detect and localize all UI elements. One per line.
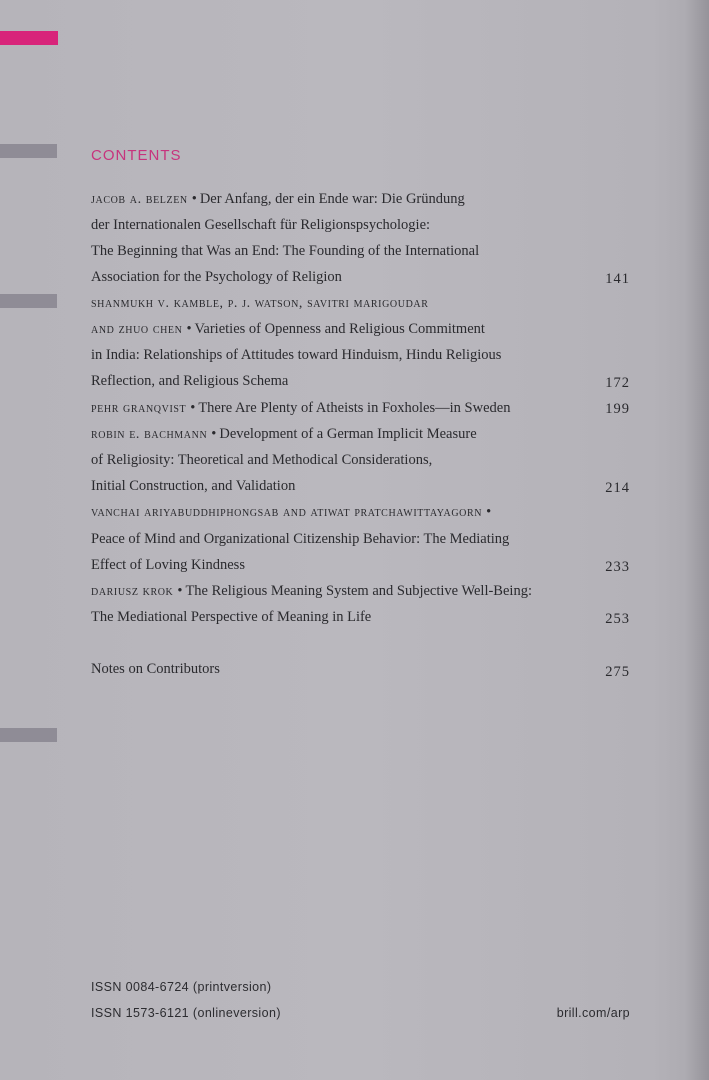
toc-line bbox=[91, 579, 532, 603]
bullet: • bbox=[186, 321, 192, 337]
gray-marker-bar bbox=[0, 728, 57, 742]
issn-online: ISSN 1573-6121 (onlineversion) bbox=[91, 1006, 281, 1020]
author-name: robin e. bachmann bbox=[91, 427, 208, 442]
article-title-line: Der Anfang, der ein Ende war: Die Gründung bbox=[199, 191, 465, 207]
page-number: 172 bbox=[605, 375, 630, 391]
author-name: pehr granqvist bbox=[91, 401, 187, 416]
page-edge-shadow bbox=[685, 0, 709, 1080]
toc-line bbox=[91, 422, 477, 446]
author-name: and zhuo chen bbox=[91, 322, 183, 337]
page-number: 214 bbox=[605, 480, 630, 496]
article-title-line: Reflection, and Religious Schema bbox=[91, 373, 289, 389]
contents-heading: CONTENTS bbox=[91, 147, 182, 164]
publisher-url: brill.com/arp bbox=[556, 1006, 630, 1020]
toc-line bbox=[91, 317, 485, 341]
toc-line bbox=[91, 396, 510, 420]
article-title-line: Varieties of Openness and Religious Commitment bbox=[194, 321, 485, 337]
article-title-line: There Are Plenty of Atheists in Foxholes—in Sweden bbox=[198, 400, 511, 416]
article-title-line: Initial Construction, and Validation bbox=[91, 478, 296, 494]
article-title-line: Development of a German Implicit Measure bbox=[219, 426, 477, 442]
author-name: shanmukh v. kamble, p. j. watson, savitri marigoudar bbox=[91, 296, 429, 311]
article-title-line: The Religious Meaning System and Subjective Well-Being: bbox=[185, 583, 532, 599]
page-number: 253 bbox=[605, 611, 630, 627]
article-title-line: in India: Relationships of Attitudes toward Hinduism, Hindu Religious bbox=[91, 347, 502, 363]
page-number: 233 bbox=[605, 559, 630, 575]
toc-line bbox=[91, 187, 465, 211]
page-number: 199 bbox=[605, 401, 630, 417]
author-name: vanchai ariyabuddhiphongsab and atiwat pratchawittayagorn bbox=[91, 505, 483, 520]
gray-marker-bar bbox=[0, 294, 57, 308]
notes-on-contributors: Notes on Contributors bbox=[91, 661, 220, 677]
magenta-accent-bar bbox=[0, 31, 58, 45]
article-title-line: Association for the Psychology of Religion bbox=[91, 269, 342, 285]
article-title-line: Effect of Loving Kindness bbox=[91, 557, 245, 573]
page-number: 275 bbox=[605, 664, 630, 680]
bullet: • bbox=[486, 504, 492, 520]
article-title-line: The Beginning that Was an End: The Founding of the International bbox=[91, 243, 480, 259]
article-title-line: The Mediational Perspective of Meaning in Life bbox=[91, 609, 372, 625]
gray-marker-bar bbox=[0, 144, 57, 158]
author-line bbox=[91, 500, 494, 524]
author-name: jacob a. belzen bbox=[91, 192, 188, 207]
bullet: • bbox=[190, 400, 196, 416]
article-title-line: of Religiosity: Theoretical and Methodical Considerations, bbox=[91, 452, 433, 468]
bullet: • bbox=[191, 191, 197, 207]
author-line bbox=[91, 291, 428, 315]
article-title-line: der Internationalen Gesellschaft für Religionspsychologie: bbox=[91, 217, 431, 233]
bullet: • bbox=[177, 583, 183, 599]
author-name: dariusz krok bbox=[91, 584, 174, 599]
issn-print: ISSN 0084-6724 (printversion) bbox=[91, 980, 272, 994]
bullet: • bbox=[211, 426, 217, 442]
page-number: 141 bbox=[605, 271, 630, 287]
article-title-line: Peace of Mind and Organizational Citizenship Behavior: The Mediating bbox=[91, 531, 510, 547]
